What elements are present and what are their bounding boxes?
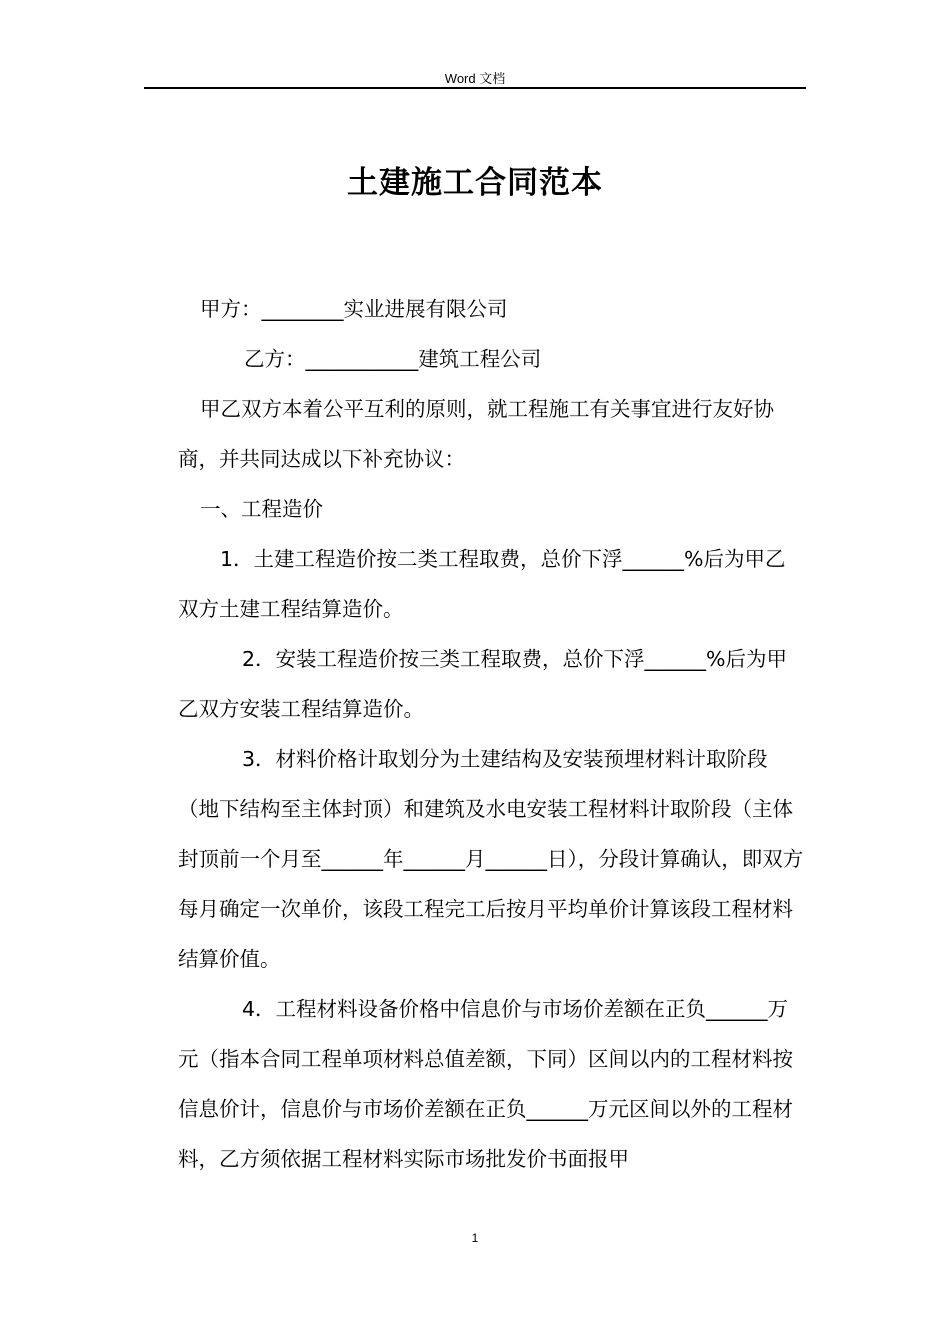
clause-2: 2．安装工程造价按三类工程取费，总价下浮______%后为甲乙双方安装工程结算造价。 xyxy=(178,647,788,721)
clause-4: 4．工程材料设备价格中信息价与市场价差额在正负______万元（指本合同工程单项材料总值差额，下同）区间以内的工程材料按信息价计，信息价与市场价差额在正负______万元区间以外的工程材料，乙方须依据工程材料实际市场批发价书面报甲 xyxy=(178,997,793,1171)
section-heading: 一、工程造价 xyxy=(200,497,323,521)
party-b-line: 乙方：___________建筑工程公司 xyxy=(244,347,542,371)
document-title: 土建施工合同范本 xyxy=(347,165,603,201)
page-number: 1 xyxy=(471,1231,479,1245)
clause-3: 3．材料价格计取划分为土建结构及安装预埋材料计取阶段（地下结构至主体封顶）和建筑及水电安装工程材料计取阶段（主体封顶前一个月至______年______月______日），分段计算确认，即双方每月确定一次单价，该段工程完工后按月平均单价计算该段工程材料结算价值。 xyxy=(178,747,804,971)
clause-1: 1．土建工程造价按二类工程取费，总价下浮______%后为甲乙双方土建工程结算造价。 xyxy=(178,547,786,621)
header-text: Word 文档 xyxy=(444,71,506,86)
document-body xyxy=(178,284,806,1184)
preamble-paragraph: 甲乙双方本着公平互利的原则，就工程施工有关事宜进行友好协商，并共同达成以下补充协议： xyxy=(178,397,774,471)
party-a-line: 甲方：________实业进展有限公司 xyxy=(200,297,508,321)
header-rule xyxy=(144,87,806,89)
